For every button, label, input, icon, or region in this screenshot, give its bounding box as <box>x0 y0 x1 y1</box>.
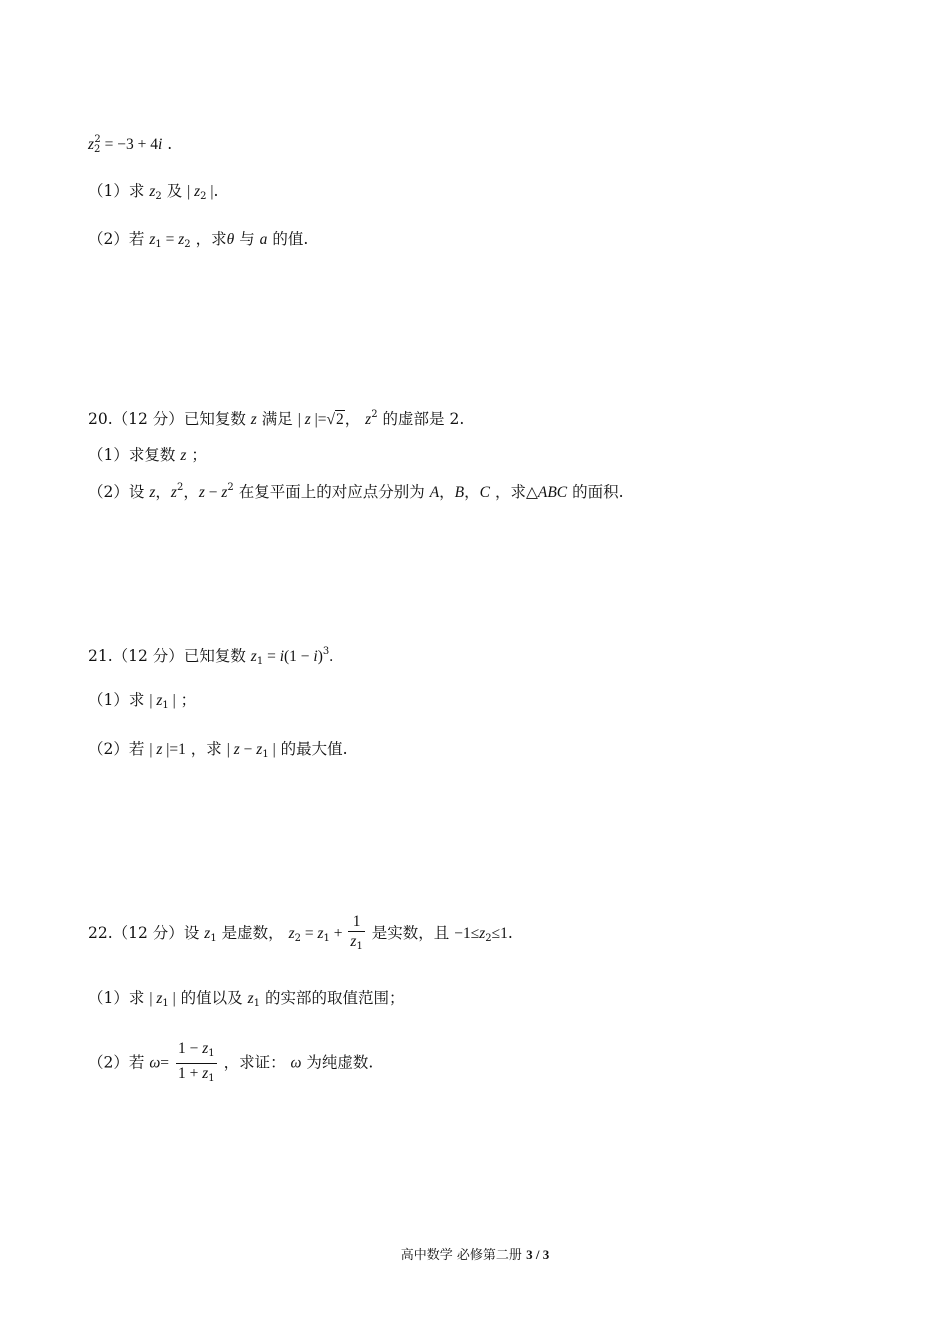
q19-equation-line: $z_2^2 = -3 + 4i$ . <box>88 134 173 155</box>
q20-part2: （2）设 z，$z^2$，$z - z^2$ 在复平面上的对应点分别为 A，B，C ，求△ABC 的面积. <box>88 482 624 501</box>
q20-stem: 20.（12 分）已知复数 z 满足 | z |=√2， $z^2$ 的虚部是 2. <box>88 409 465 428</box>
fraction-one-over-z1: $\frac{1}{z_1}$ <box>350 913 363 952</box>
q22-part1: （1）求 | $z_1$ | 的值以及 $z_1$ 的实部的取值范围； <box>88 989 405 1009</box>
q19-part1: （1）求 $z_2$ 及 | $z_2$ |. <box>88 182 219 202</box>
q21-part2: （2）若 | z |=1 ，求 | $z - z_1$ | 的最大值. <box>88 740 348 760</box>
page-footer <box>0 1244 950 1263</box>
q21-part1: （1）求 | $z_1$ | ； <box>88 691 197 711</box>
footer-title: 高中数学 必修第二册 <box>400 1248 522 1263</box>
q22-stem: 22.（12 分）设 $z_1$ 是虚数， $z_2 = z_1$ + $\frac{1}{z_1}$ 是实数，且 $-1\le z_2\le 1$. <box>88 912 513 959</box>
q19-part2: （2）若 $z_1 = z_2$ ，求θ 与 a 的值. <box>88 230 309 250</box>
fraction-omega: $\frac{1 - z_1}{1 + z_1}$ <box>177 1040 215 1084</box>
q20-part1: （1）求复数 z ； <box>88 446 207 464</box>
footer-page-number: 3 / 3 <box>526 1247 550 1262</box>
q22-part2: （2）若 ω= $\frac{1 - z_1}{1 + z_1}$ ，求证： ω 为纯虚数. <box>88 1039 373 1088</box>
q21-stem: 21.（12 分）已知复数 $z_1 = i(1 - i)^3$. <box>88 646 334 667</box>
